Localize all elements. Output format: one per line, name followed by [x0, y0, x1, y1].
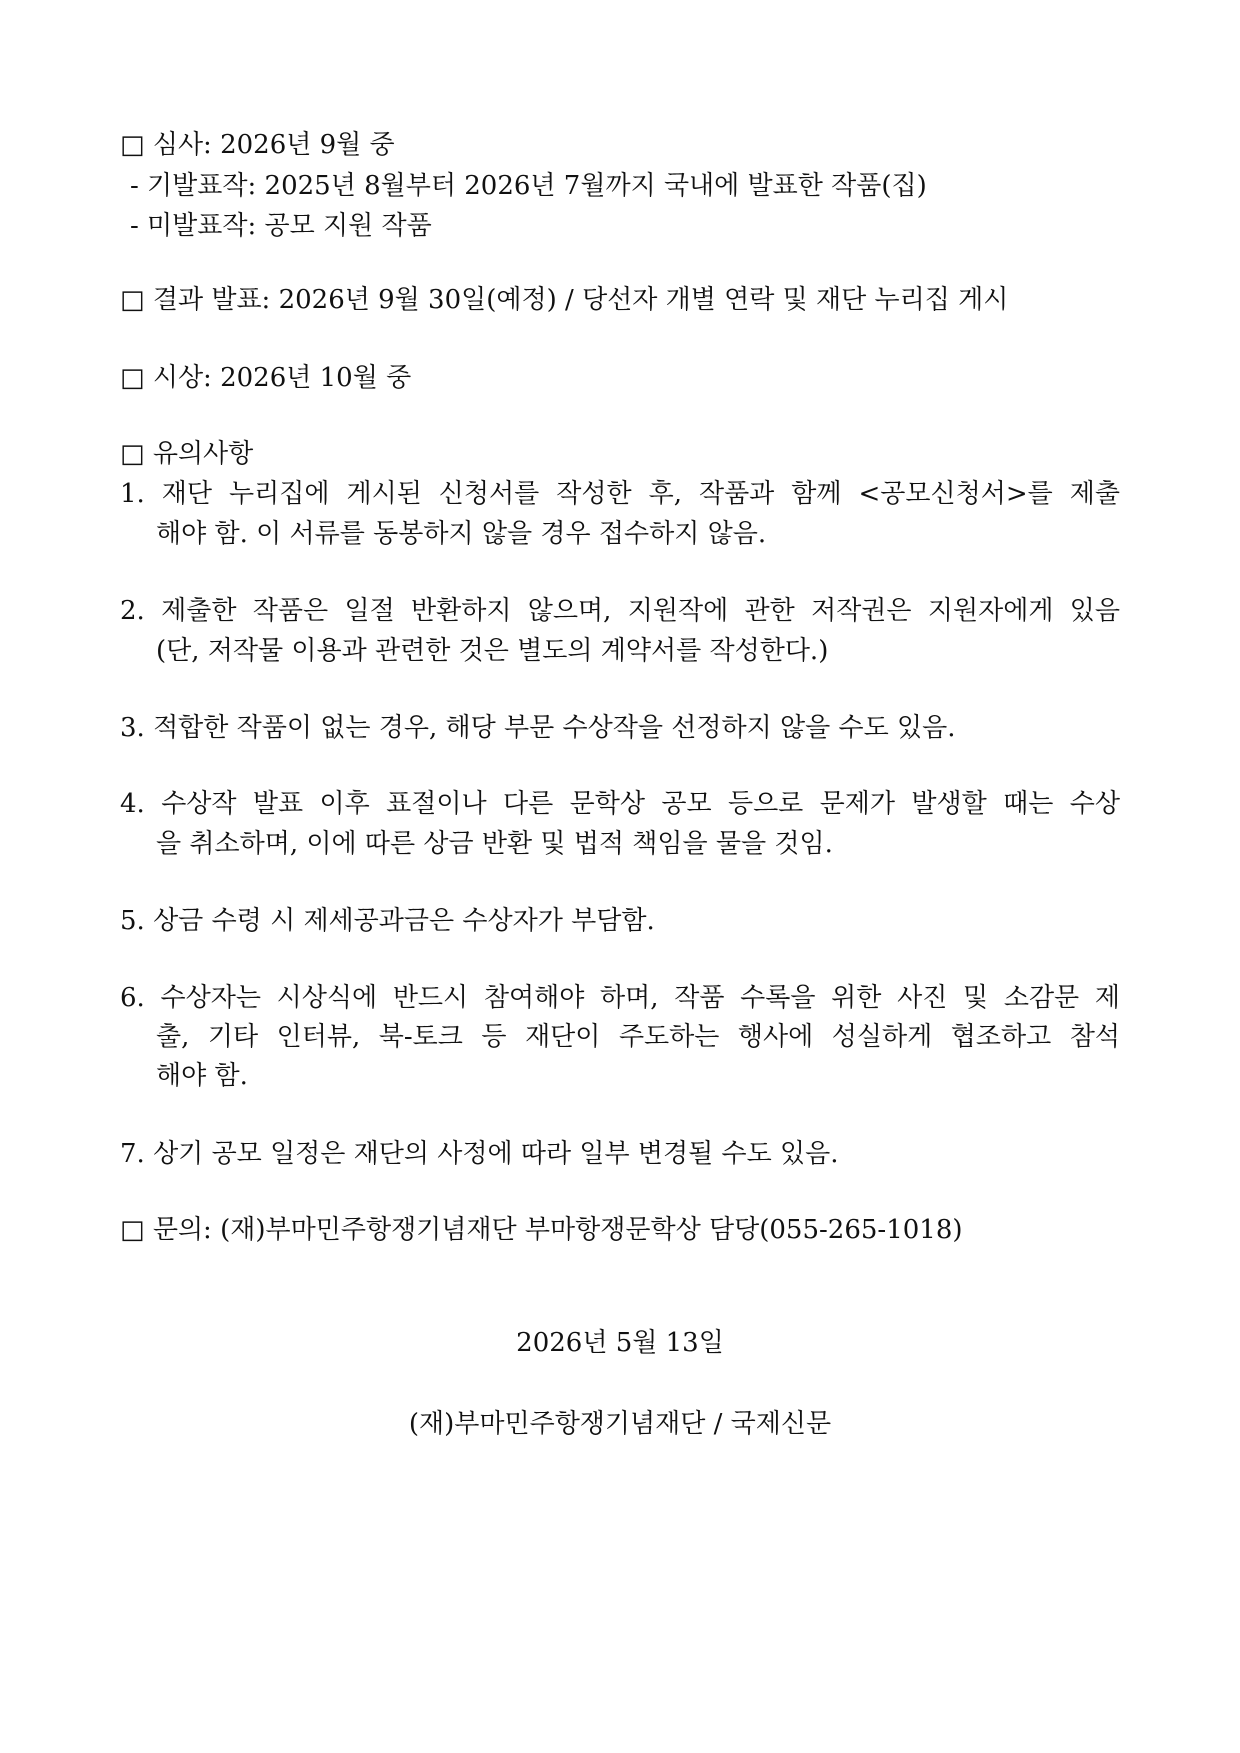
results-announcement: □ 결과 발표: 2026년 9월 30일(예정) / 당선자 개별 연락 및 재단 누리집 게시 — [120, 285, 1009, 315]
note-5-line-1: 5. 상금 수령 시 제세공과금은 수상자가 부담함. — [120, 906, 655, 936]
note-6-line-1: 6. 수상자는 시상식에 반드시 참여해야 하며, 작품 수록을 위한 사진 및 소감문 제 — [120, 983, 1120, 1013]
review-unpublished-works: - 미발표작: 공모 지원 작품 — [130, 211, 432, 241]
note-6-line-2: 출, 기타 인터뷰, 북-토크 등 재단이 주도하는 행사에 성실하게 협조하고 참석 — [156, 1022, 1120, 1052]
inquiry-contact: □ 문의: (재)부마민주항쟁기념재단 부마항쟁문학상 담당(055-265-1018) — [120, 1215, 963, 1245]
note-4-line-2: 을 취소하며, 이에 따른 상금 반환 및 법적 책임을 물을 것임. — [156, 829, 833, 859]
note-6-line-3: 해야 함. — [156, 1061, 248, 1091]
note-7-line-1: 7. 상기 공모 일정은 재단의 사정에 따라 일부 변경될 수도 있음. — [120, 1139, 839, 1169]
note-1-line-2: 해야 함. 이 서류를 동봉하지 않을 경우 접수하지 않음. — [156, 519, 767, 549]
review-heading: □ 심사: 2026년 9월 중 — [120, 130, 395, 160]
note-3-line-1: 3. 적합한 작품이 없는 경우, 해당 부문 수상작을 선정하지 않을 수도 있음. — [120, 713, 956, 743]
note-1-line-1: 1. 재단 누리집에 게시된 신청서를 작성한 후, 작품과 함께 <공모신청서>를 제출 — [120, 479, 1120, 509]
issuer-name: (재)부마민주항쟁기념재단 / 국제신문 — [408, 1409, 832, 1439]
note-2-line-1: 2. 제출한 작품은 일절 반환하지 않으며, 지원작에 관한 저작권은 지원자에게 있음 — [120, 596, 1120, 626]
award-ceremony: □ 시상: 2026년 10월 중 — [120, 363, 412, 393]
review-published-works: - 기발표작: 2025년 8월부터 2026년 7월까지 국내에 발표한 작품(집) — [130, 171, 927, 201]
document-date: 2026년 5월 13일 — [516, 1328, 724, 1358]
notes-heading: □ 유의사항 — [120, 439, 254, 469]
note-2-line-2: (단, 저작물 이용과 관련한 것은 별도의 계약서를 작성한다.) — [156, 636, 829, 666]
note-4-line-1: 4. 수상작 발표 이후 표절이나 다른 문학상 공모 등으로 문제가 발생할 때는 수상 — [120, 789, 1120, 819]
